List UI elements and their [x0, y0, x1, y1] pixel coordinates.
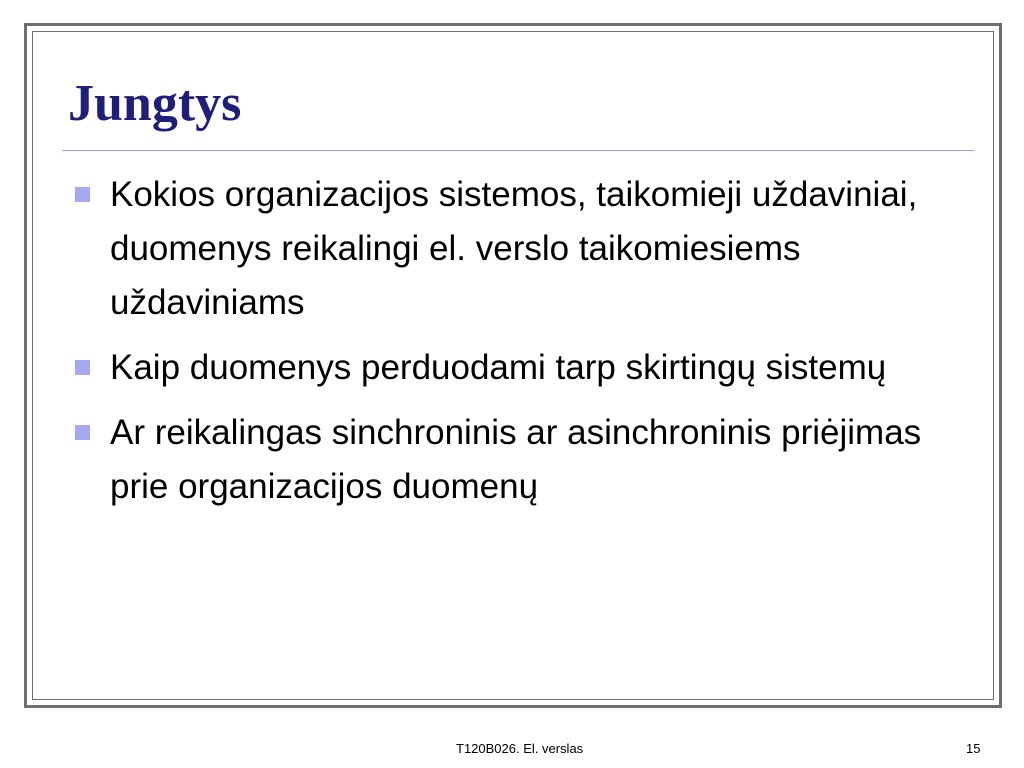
bullet-text: Ar reikalingas sinchroninis ar asinchroninis priėjimas prie organizacijos duomenų [110, 413, 922, 506]
bullet-list [72, 168, 962, 525]
bullet-text: Kaip duomenys perduodami tarp skirtingų sistemų [110, 348, 887, 387]
bullet-text: Kokios organizacijos sistemos, taikomieji uždaviniai, duomenys reikalingi el. verslo taikomiesiems uždaviniams [110, 175, 918, 322]
footer-page-number: 15 [966, 741, 981, 756]
square-bullet-icon [75, 187, 90, 202]
title-divider [62, 150, 974, 151]
bullet-item [72, 341, 962, 395]
slide-title: Jungtys [68, 75, 242, 132]
square-bullet-icon [75, 360, 90, 375]
bullet-item [72, 406, 962, 514]
square-bullet-icon [75, 425, 90, 440]
bullet-item [72, 168, 962, 330]
footer-course-label: T120B026. El. verslas [456, 741, 584, 756]
